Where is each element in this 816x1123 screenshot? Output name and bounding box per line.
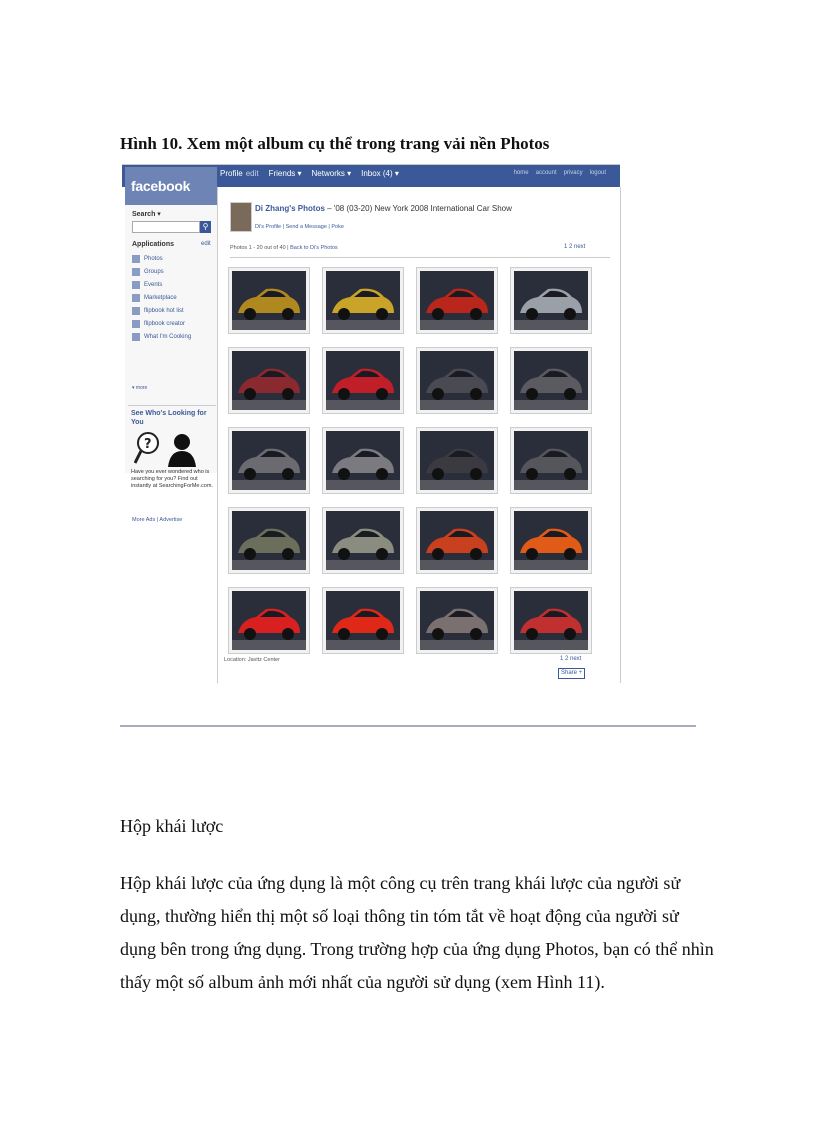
sidebar-footer-links[interactable]: More Ads | Advertise: [132, 517, 183, 523]
nav-networks[interactable]: Networks ▾: [311, 169, 352, 178]
paragraph-line: dụng, thường hiển thị một số loại thông tin tóm tắt về hoạt động của người sử: [120, 906, 679, 926]
album-content: [217, 187, 621, 683]
photos-icon: [132, 255, 140, 263]
car-photo: [420, 511, 494, 570]
profile-action-links[interactable]: Di's Profile | Send a Message | Poke: [255, 224, 344, 230]
main-nav: [220, 169, 399, 178]
section-heading: Hộp khái lược: [120, 816, 224, 836]
car-photo: [420, 271, 494, 330]
paragraph-line: dụng bên trong ứng dụng. Trong trường hợp của ứng dụng Photos, bạn có thể nhìn: [120, 939, 714, 959]
facebook-logo[interactable]: facebook: [125, 167, 217, 205]
car-photo: [420, 351, 494, 410]
nav-inbox[interactable]: Inbox (4) ▾: [361, 169, 399, 178]
photo-thumbnail[interactable]: [510, 587, 592, 654]
car-photo: [514, 431, 588, 490]
car-photo: [420, 591, 494, 650]
pagination-top[interactable]: 1 2 next: [564, 244, 586, 250]
figure-caption: Hình 10. Xem một album cụ thể trong trang vải nền Photos: [120, 134, 550, 153]
photo-thumbnail[interactable]: [228, 347, 310, 414]
photo-thumbnail[interactable]: [416, 347, 498, 414]
applications-heading: Applications: [132, 241, 175, 248]
photo-count: Photos 1 - 20 out of 40 | Back to Di's Photos: [230, 245, 338, 251]
app-flipbook-hot-list[interactable]: flipbook hot list: [132, 304, 191, 317]
paragraph-line: thấy một số album ảnh mới nhất của người sử dụng (xem Hình 11).: [120, 972, 605, 992]
magnifier-silhouette-icon: [134, 431, 204, 467]
search-label: Search ▾: [132, 211, 161, 218]
search-icon[interactable]: ⚲: [200, 221, 211, 233]
link-home[interactable]: home: [513, 170, 529, 176]
pagination-bottom[interactable]: 1 2 next: [560, 656, 582, 662]
car-photo: [232, 351, 306, 410]
photo-thumbnail[interactable]: [510, 347, 592, 414]
album-title: Di Zhang's Photos – '08 (03-20) New York 2008 International Car Show: [255, 204, 512, 213]
app-whats-cooking[interactable]: What I'm Cooking: [132, 330, 191, 343]
horizontal-rule: [120, 725, 696, 727]
ad-text: Have you ever wondered who is searching for you? Find out instantly at SearchingForMe.com.: [131, 469, 213, 489]
facebook-screenshot: [122, 164, 620, 683]
photo-thumbnail[interactable]: [228, 587, 310, 654]
svg-text:?: ?: [144, 437, 152, 452]
car-photo: [326, 591, 400, 650]
car-photo: [514, 271, 588, 330]
car-photo: [326, 511, 400, 570]
car-photo: [232, 431, 306, 490]
photo-thumbnail[interactable]: [228, 267, 310, 334]
photo-grid: [228, 267, 594, 654]
share-button[interactable]: Share +: [558, 668, 585, 679]
car-photo: [514, 591, 588, 650]
photo-thumbnail[interactable]: [510, 427, 592, 494]
car-photo: [514, 351, 588, 410]
photo-thumbnail[interactable]: [416, 427, 498, 494]
car-photo: [514, 511, 588, 570]
link-privacy[interactable]: privacy: [563, 170, 583, 176]
more-apps-link[interactable]: ▾ more: [132, 385, 148, 391]
back-to-photos-link[interactable]: Back to Di's Photos: [290, 245, 338, 251]
album-owner-link[interactable]: Di Zhang's Photos: [255, 204, 325, 213]
ad-title: See Who's Looking for You: [131, 410, 207, 426]
app-photos[interactable]: Photos: [132, 252, 191, 265]
car-photo: [420, 431, 494, 490]
section-paragraph: [120, 867, 714, 999]
app-marketplace[interactable]: Marketplace: [132, 291, 191, 304]
top-links: [514, 170, 606, 176]
car-photo: [232, 511, 306, 570]
photo-thumbnail[interactable]: [416, 507, 498, 574]
car-photo: [232, 591, 306, 650]
car-photo: [326, 271, 400, 330]
app-groups[interactable]: Groups: [132, 265, 191, 278]
photo-thumbnail[interactable]: [322, 267, 404, 334]
car-photo: [232, 271, 306, 330]
car-photo: [326, 351, 400, 410]
app-events[interactable]: Events: [132, 278, 191, 291]
flipbook-icon: [132, 307, 140, 315]
search-input[interactable]: [132, 221, 200, 233]
app-flipbook-creator[interactable]: flipbook creator: [132, 317, 191, 330]
photo-thumbnail[interactable]: [416, 267, 498, 334]
avatar[interactable]: [230, 202, 252, 232]
nav-friends[interactable]: Friends ▾: [268, 169, 302, 178]
nav-profile[interactable]: Profile edit: [220, 169, 259, 178]
photo-thumbnail[interactable]: [322, 347, 404, 414]
marketplace-icon: [132, 294, 140, 302]
events-icon: [132, 281, 140, 289]
link-logout[interactable]: logout: [589, 170, 606, 176]
photo-thumbnail[interactable]: [322, 427, 404, 494]
applications-edit-link[interactable]: edit: [201, 241, 211, 247]
divider: [230, 257, 610, 258]
photo-thumbnail[interactable]: [416, 587, 498, 654]
sidebar-ad[interactable]: [128, 405, 216, 490]
photo-thumbnail[interactable]: [322, 507, 404, 574]
photo-thumbnail[interactable]: [510, 267, 592, 334]
album-location: Location: Javitz Center: [224, 657, 280, 663]
link-account[interactable]: account: [535, 170, 557, 176]
paragraph-line: Hộp khái lược của ứng dụng là một công cụ trên trang khái lược của người sử: [120, 873, 681, 893]
photo-thumbnail[interactable]: [510, 507, 592, 574]
application-list: [132, 252, 191, 343]
groups-icon: [132, 268, 140, 276]
flipbook-icon: [132, 320, 140, 328]
cooking-icon: [132, 333, 140, 341]
photo-thumbnail[interactable]: [228, 507, 310, 574]
photo-thumbnail[interactable]: [228, 427, 310, 494]
car-photo: [326, 431, 400, 490]
left-sidebar: [125, 205, 218, 523]
photo-thumbnail[interactable]: [322, 587, 404, 654]
